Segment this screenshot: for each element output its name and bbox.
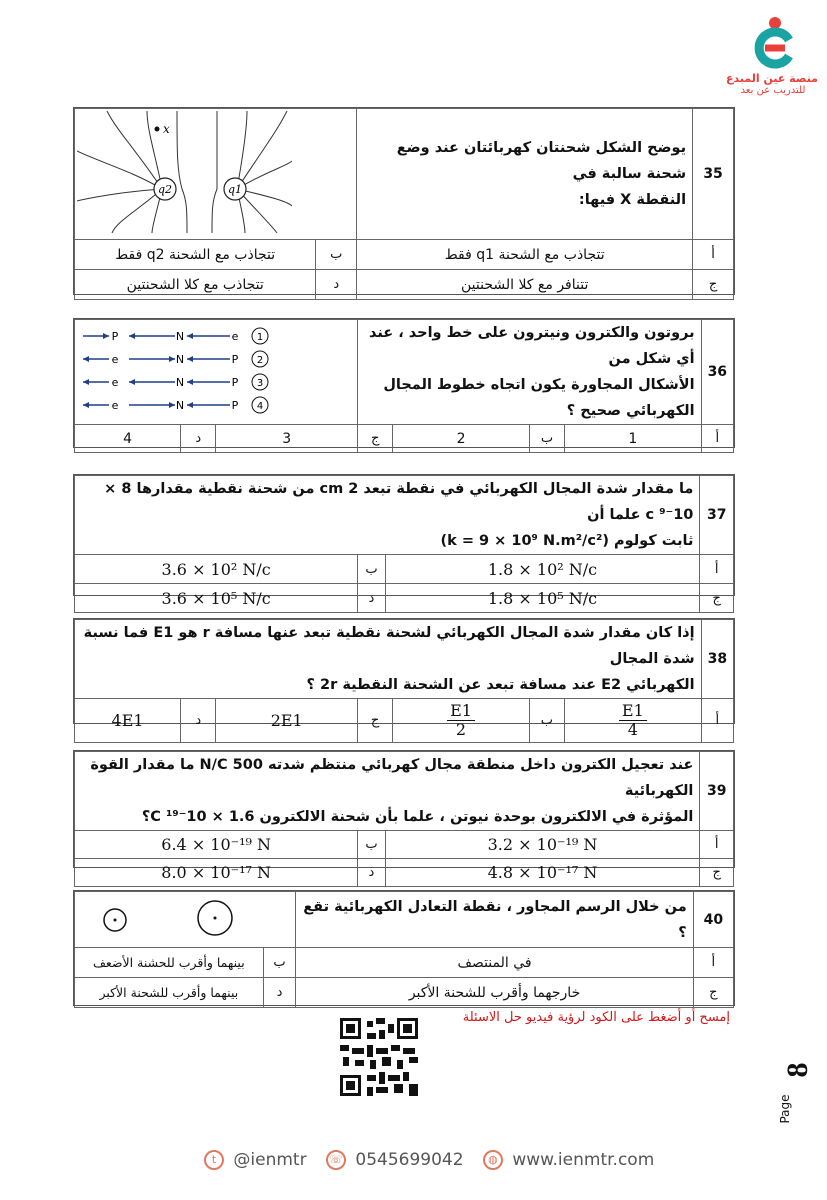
page-number-label xyxy=(770,1050,814,1130)
answer-letter: أ xyxy=(700,831,734,859)
twitter-handle[interactable]: @ienmtr xyxy=(233,1150,307,1170)
answer-text[interactable]: 4E1 xyxy=(75,699,181,743)
q2-label: q2 xyxy=(157,183,173,196)
question-number: 35 xyxy=(693,109,734,240)
answer-letter: د xyxy=(181,425,216,453)
answer-text[interactable]: بينهما وأقرب للشحنة الأكبر xyxy=(75,978,264,1008)
page-word: Page xyxy=(778,1094,792,1124)
question-number: 40 xyxy=(693,892,733,948)
particle-label: N xyxy=(175,376,185,389)
page-number: 8 xyxy=(781,1062,814,1078)
answer-text[interactable]: 3.2 × 10⁻¹⁹ N xyxy=(385,831,700,859)
answer-text[interactable]: 8.0 × 10⁻¹⁷ N xyxy=(75,859,358,887)
particle-label: N xyxy=(175,353,185,366)
question-36-figure xyxy=(75,320,358,425)
answer-text[interactable]: تتجاذب مع كلا الشحنتين xyxy=(75,270,316,300)
question-40-text: من خلال الرسم المجاور ، نقطة التعادل الكهربائية تقع ؟ xyxy=(296,892,693,948)
arrow-head xyxy=(129,333,135,339)
answer-letter: د xyxy=(358,584,385,613)
qr-code-icon xyxy=(340,1018,418,1096)
answer-letter: د xyxy=(316,270,357,300)
question-39-text: عند تعجيل الكترون داخل منطقة مجال كهربائي منتظم شدته 500 N/C ما مقدار القوة الكهربائية المؤثرة في الالكترون بوحدة نيوتن ، علما بأن شحنة الالكترون 1.6 × 10⁻¹⁹ C؟ xyxy=(75,752,700,831)
row-number: 4 xyxy=(256,401,264,412)
question-number: 39 xyxy=(700,752,734,831)
answer-letter: ب xyxy=(529,425,564,453)
arrow-head xyxy=(169,356,175,362)
brand-logo xyxy=(725,14,818,114)
particle-label: P xyxy=(231,399,239,412)
particle-label: N xyxy=(175,330,185,343)
phone-number[interactable]: 0545699042 xyxy=(355,1150,464,1170)
globe-icon: ◍ xyxy=(483,1150,503,1170)
answer-letter: ج xyxy=(700,584,734,613)
arrow-head xyxy=(83,356,89,362)
two-charges-diagram xyxy=(75,893,245,943)
answer-text[interactable]: 4.8 × 10⁻¹⁷ N xyxy=(385,859,700,887)
row-number: 1 xyxy=(256,332,264,343)
answer-text[interactable]: 1 xyxy=(565,425,701,453)
question-36-text: بروتون والكترون ونيترون على خط واحد ، عند أي شكل من الأشكال المجاورة يكون اتجاه خطوط المجال الكهربائي صحيح ؟ xyxy=(357,320,701,425)
answer-text[interactable]: خارجهما وأقرب للشحنة الأكبر xyxy=(296,978,693,1008)
question-number: 37 xyxy=(700,476,734,555)
answer-letter: ب xyxy=(358,555,385,584)
answer-text[interactable]: 2E1 xyxy=(216,699,357,743)
answer-letter: ج xyxy=(700,859,734,887)
answer-text[interactable]: تتجاذب مع الشحنة q1 فقط xyxy=(357,240,693,270)
answer-letter: ب xyxy=(358,831,385,859)
question-40 xyxy=(73,890,735,1006)
answer-letter: أ xyxy=(700,555,734,584)
answer-letter: ب xyxy=(529,699,564,743)
twitter-icon: t xyxy=(204,1150,224,1170)
particle-label: N xyxy=(175,399,185,412)
particle-label: e xyxy=(231,330,239,343)
particle-label: e xyxy=(111,376,119,389)
answer-text[interactable]: تتنافر مع كلا الشحنتين xyxy=(357,270,693,300)
answer-text[interactable]: 3.6 × 10⁵ N/c xyxy=(75,584,358,613)
question-38-text: إذا كان مقدار شدة المجال الكهربائي لشحنة نقطية تبعد عنها مسافة r هو E1 فما نسبة شدة المجال الكهربائي E2 عند مسافة تبعد عن الشحنة النقطية 2r ؟ xyxy=(75,620,702,699)
arrow-head xyxy=(83,402,89,408)
question-38 xyxy=(73,618,735,739)
answer-letter: د xyxy=(358,859,385,887)
qr-code[interactable] xyxy=(340,1018,418,1096)
answer-text[interactable]: 4 xyxy=(75,425,181,453)
answer-letter: أ xyxy=(701,699,733,743)
particle-label: P xyxy=(111,330,119,343)
question-number: 36 xyxy=(701,320,733,425)
answer-letter: ج xyxy=(693,978,733,1008)
particle-label: P xyxy=(231,376,239,389)
question-36 xyxy=(73,318,735,448)
question-35 xyxy=(73,107,735,295)
question-35-text: يوضح الشكل شحنتان كهربائتان عند وضع شحنة سالبة في النقطة X فيها: xyxy=(357,109,693,240)
answer-letter: د xyxy=(181,699,216,743)
row-number: 2 xyxy=(256,355,264,366)
answer-letter: ج xyxy=(693,270,734,300)
brand-name: منصة عين المبدع xyxy=(725,72,818,85)
answer-text[interactable]: تتجاذب مع الشحنة q2 فقط xyxy=(75,240,316,270)
arrow-head xyxy=(187,402,193,408)
answer-letter: ب xyxy=(316,240,357,270)
arrow-head xyxy=(187,356,193,362)
answer-letter: د xyxy=(263,978,296,1008)
particle-label: e xyxy=(111,399,119,412)
answer-letter: ب xyxy=(263,948,296,978)
answer-text[interactable]: 1.8 × 10² N/c xyxy=(385,555,700,584)
answer-text[interactable]: 1.8 × 10⁵ N/c xyxy=(385,584,700,613)
answer-letter: أ xyxy=(701,425,733,453)
arrow-head xyxy=(103,333,109,339)
particle-label: e xyxy=(111,353,119,366)
question-37-text: ما مقدار شدة المجال الكهربائي في نقطة تبعد 2 cm من شحنة نقطية مقدارها 8 × 10⁻⁹ c علما أن ثابت كولوم (k = 9 × 10⁹ N.m²/c²) xyxy=(75,476,700,555)
particle-arrows-diagram xyxy=(75,322,300,418)
answer-fraction[interactable]: $\frac{E1}{2}$ xyxy=(393,699,529,743)
arrow-head xyxy=(169,402,175,408)
row-number: 3 xyxy=(256,378,264,389)
question-number: 38 xyxy=(701,620,733,699)
answer-text[interactable]: 2 xyxy=(393,425,529,453)
answer-letter: ج xyxy=(357,425,392,453)
question-40-figure xyxy=(75,892,296,948)
question-37 xyxy=(73,474,735,608)
arrow-head xyxy=(83,379,89,385)
q1-label: q1 xyxy=(227,183,243,196)
answer-text[interactable]: 3 xyxy=(216,425,358,453)
point-x-label: x xyxy=(163,122,170,136)
answer-letter: أ xyxy=(693,948,733,978)
answer-text[interactable]: في المنتصف xyxy=(296,948,693,978)
answer-text[interactable]: 3.6 × 10² N/c xyxy=(75,555,358,584)
field-lines-diagram xyxy=(77,111,292,233)
arrow-head xyxy=(187,333,193,339)
phone-icon: ☏ xyxy=(326,1150,346,1170)
particle-label: P xyxy=(231,353,239,366)
answer-text[interactable]: 6.4 × 10⁻¹⁹ N xyxy=(75,831,358,859)
question-35-figure xyxy=(75,109,357,240)
arrow-head xyxy=(129,379,135,385)
answer-letter: أ xyxy=(693,240,734,270)
website-link[interactable]: www.ienmtr.com xyxy=(512,1150,655,1170)
brand-tagline: للتدريب عن بعد xyxy=(740,85,806,96)
answer-fraction[interactable]: $\frac{E1}{4}$ xyxy=(565,699,701,743)
arrow-head xyxy=(187,379,193,385)
question-39 xyxy=(73,750,735,882)
answer-text[interactable]: بينهما وأقرب للحشنة الأضعف xyxy=(75,948,264,978)
brand-logo-icon xyxy=(745,14,801,70)
footer-contact xyxy=(190,1150,690,1186)
qr-instruction: إمسح أو أضغط على الكود لرؤية فيديو حل الاسئلة xyxy=(462,1010,730,1025)
answer-letter: ج xyxy=(357,699,392,743)
